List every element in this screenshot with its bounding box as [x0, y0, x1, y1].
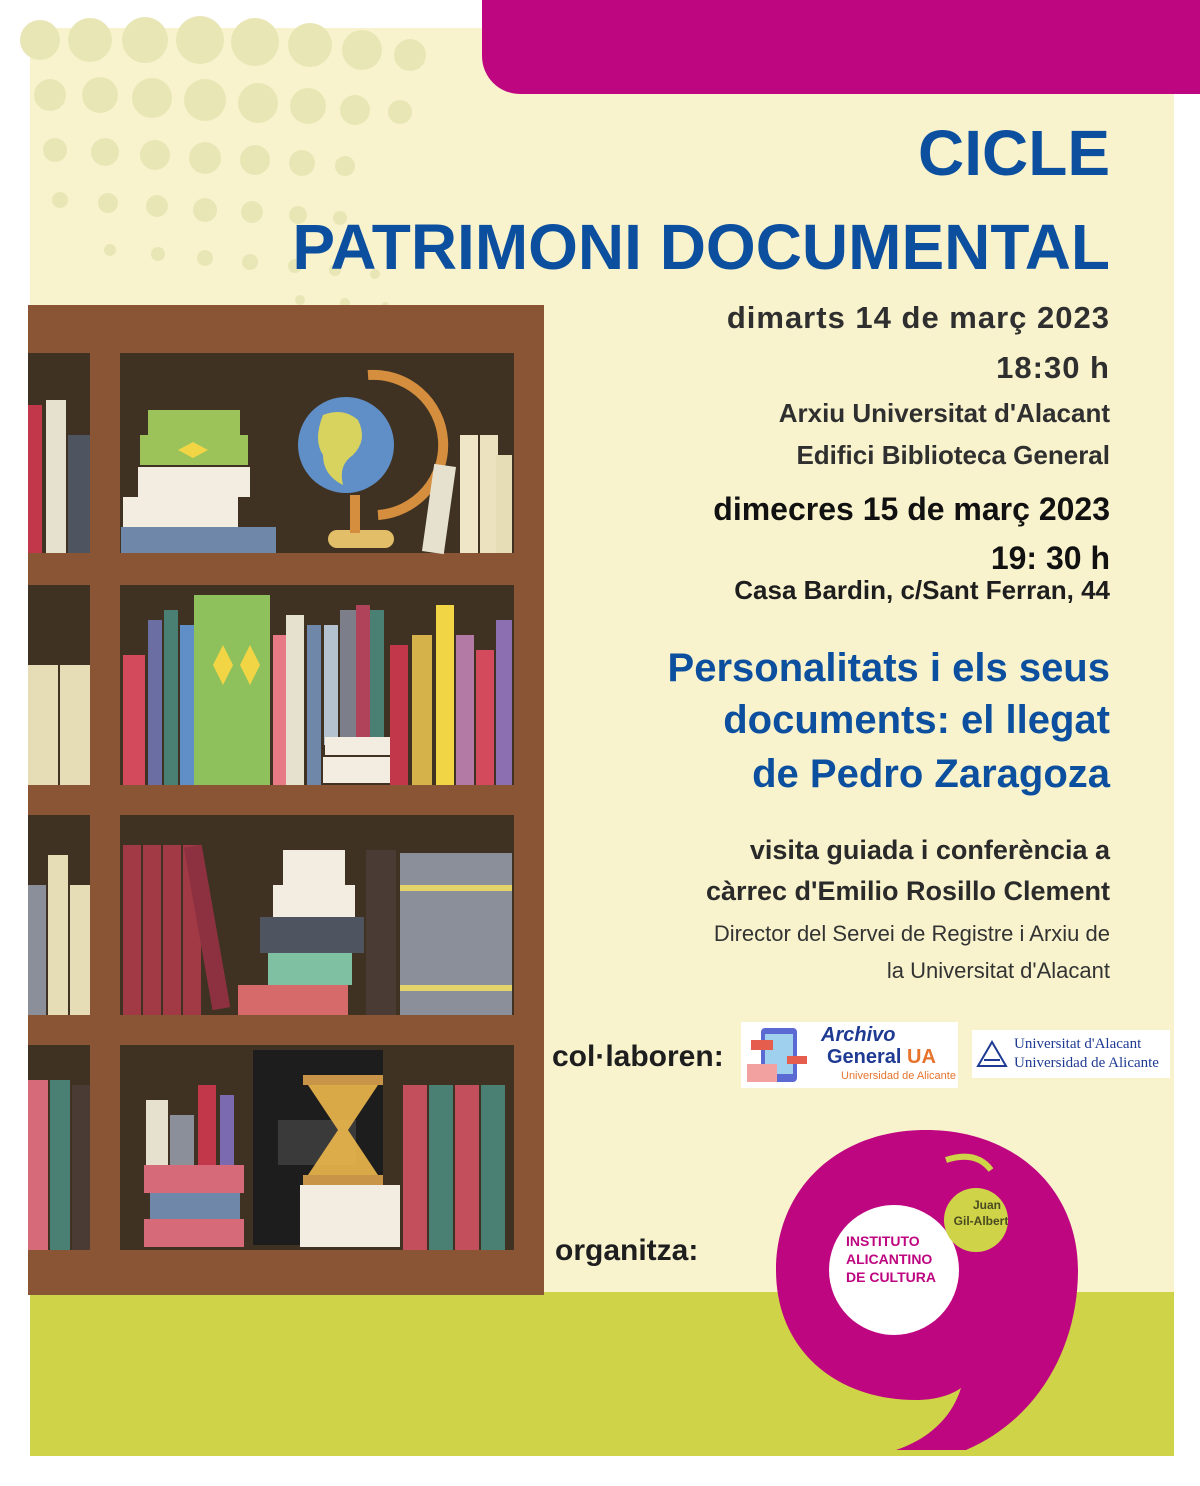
speaker-role-line2: la Universitat d'Alacant: [886, 958, 1110, 983]
instituto-line1: INSTITUTO: [846, 1233, 920, 1249]
event2-date: dimecres 15 de març 2023: [713, 491, 1110, 527]
organizer-label: organitza:: [555, 1234, 699, 1267]
event1-place-line2: Edifici Biblioteca General: [796, 440, 1110, 470]
archivo-line3: Universidad de Alicante: [841, 1070, 956, 1082]
title-patrimoni-documental: PATRIMONI DOCUMENTAL: [292, 211, 1110, 283]
event1-time: 18:30 h: [996, 350, 1110, 385]
event2-time: 19: 30 h: [990, 540, 1110, 576]
instituto-line2: ALICANTINO: [846, 1251, 933, 1267]
speaker-role-line1: Director del Servei de Registre i Arxiu de: [713, 921, 1110, 946]
event1-place-line1: Arxiu Universitat d'Alacant: [778, 398, 1110, 428]
ua-line1: Universitat d'Alacant: [1014, 1036, 1142, 1052]
logo-archivo-general: [741, 1022, 958, 1088]
description-line2: càrrec d'Emilio Rosillo Clement: [705, 876, 1110, 906]
instituto-line3: DE CULTURA: [846, 1269, 936, 1285]
archive-device-icon: [747, 1026, 811, 1086]
logo-universitat-alacant: [972, 1030, 1170, 1078]
archivo-line2: General: [827, 1046, 902, 1068]
bookshelf-illustration: [28, 305, 544, 1295]
subtitle-line1: Personalitats i els seus: [667, 646, 1110, 690]
ua-line2: Universidad de Alicante: [1014, 1055, 1159, 1071]
subtitle-line2: documents: el llegat: [723, 698, 1110, 742]
event2-place: Casa Bardin, c/Sant Ferran, 44: [734, 575, 1110, 605]
instituto-gil-albert-logo: [776, 1120, 1078, 1450]
subtitle-line3: de Pedro Zaragoza: [752, 752, 1110, 796]
title-cicle: CICLE: [918, 117, 1110, 189]
collaborators-label: col·laboren:: [552, 1040, 724, 1073]
archivo-ua: UA: [907, 1046, 936, 1068]
badge-line2: Gil-Albert: [953, 1214, 1009, 1228]
archivo-line1: Archivo: [821, 1024, 896, 1046]
magenta-header-tab: [482, 0, 1200, 94]
badge-line1: Juan: [972, 1198, 1001, 1212]
university-emblem-icon: [976, 1040, 1008, 1068]
description-line1: visita guiada i conferència a: [749, 835, 1110, 865]
event1-date: dimarts 14 de març 2023: [726, 300, 1110, 335]
